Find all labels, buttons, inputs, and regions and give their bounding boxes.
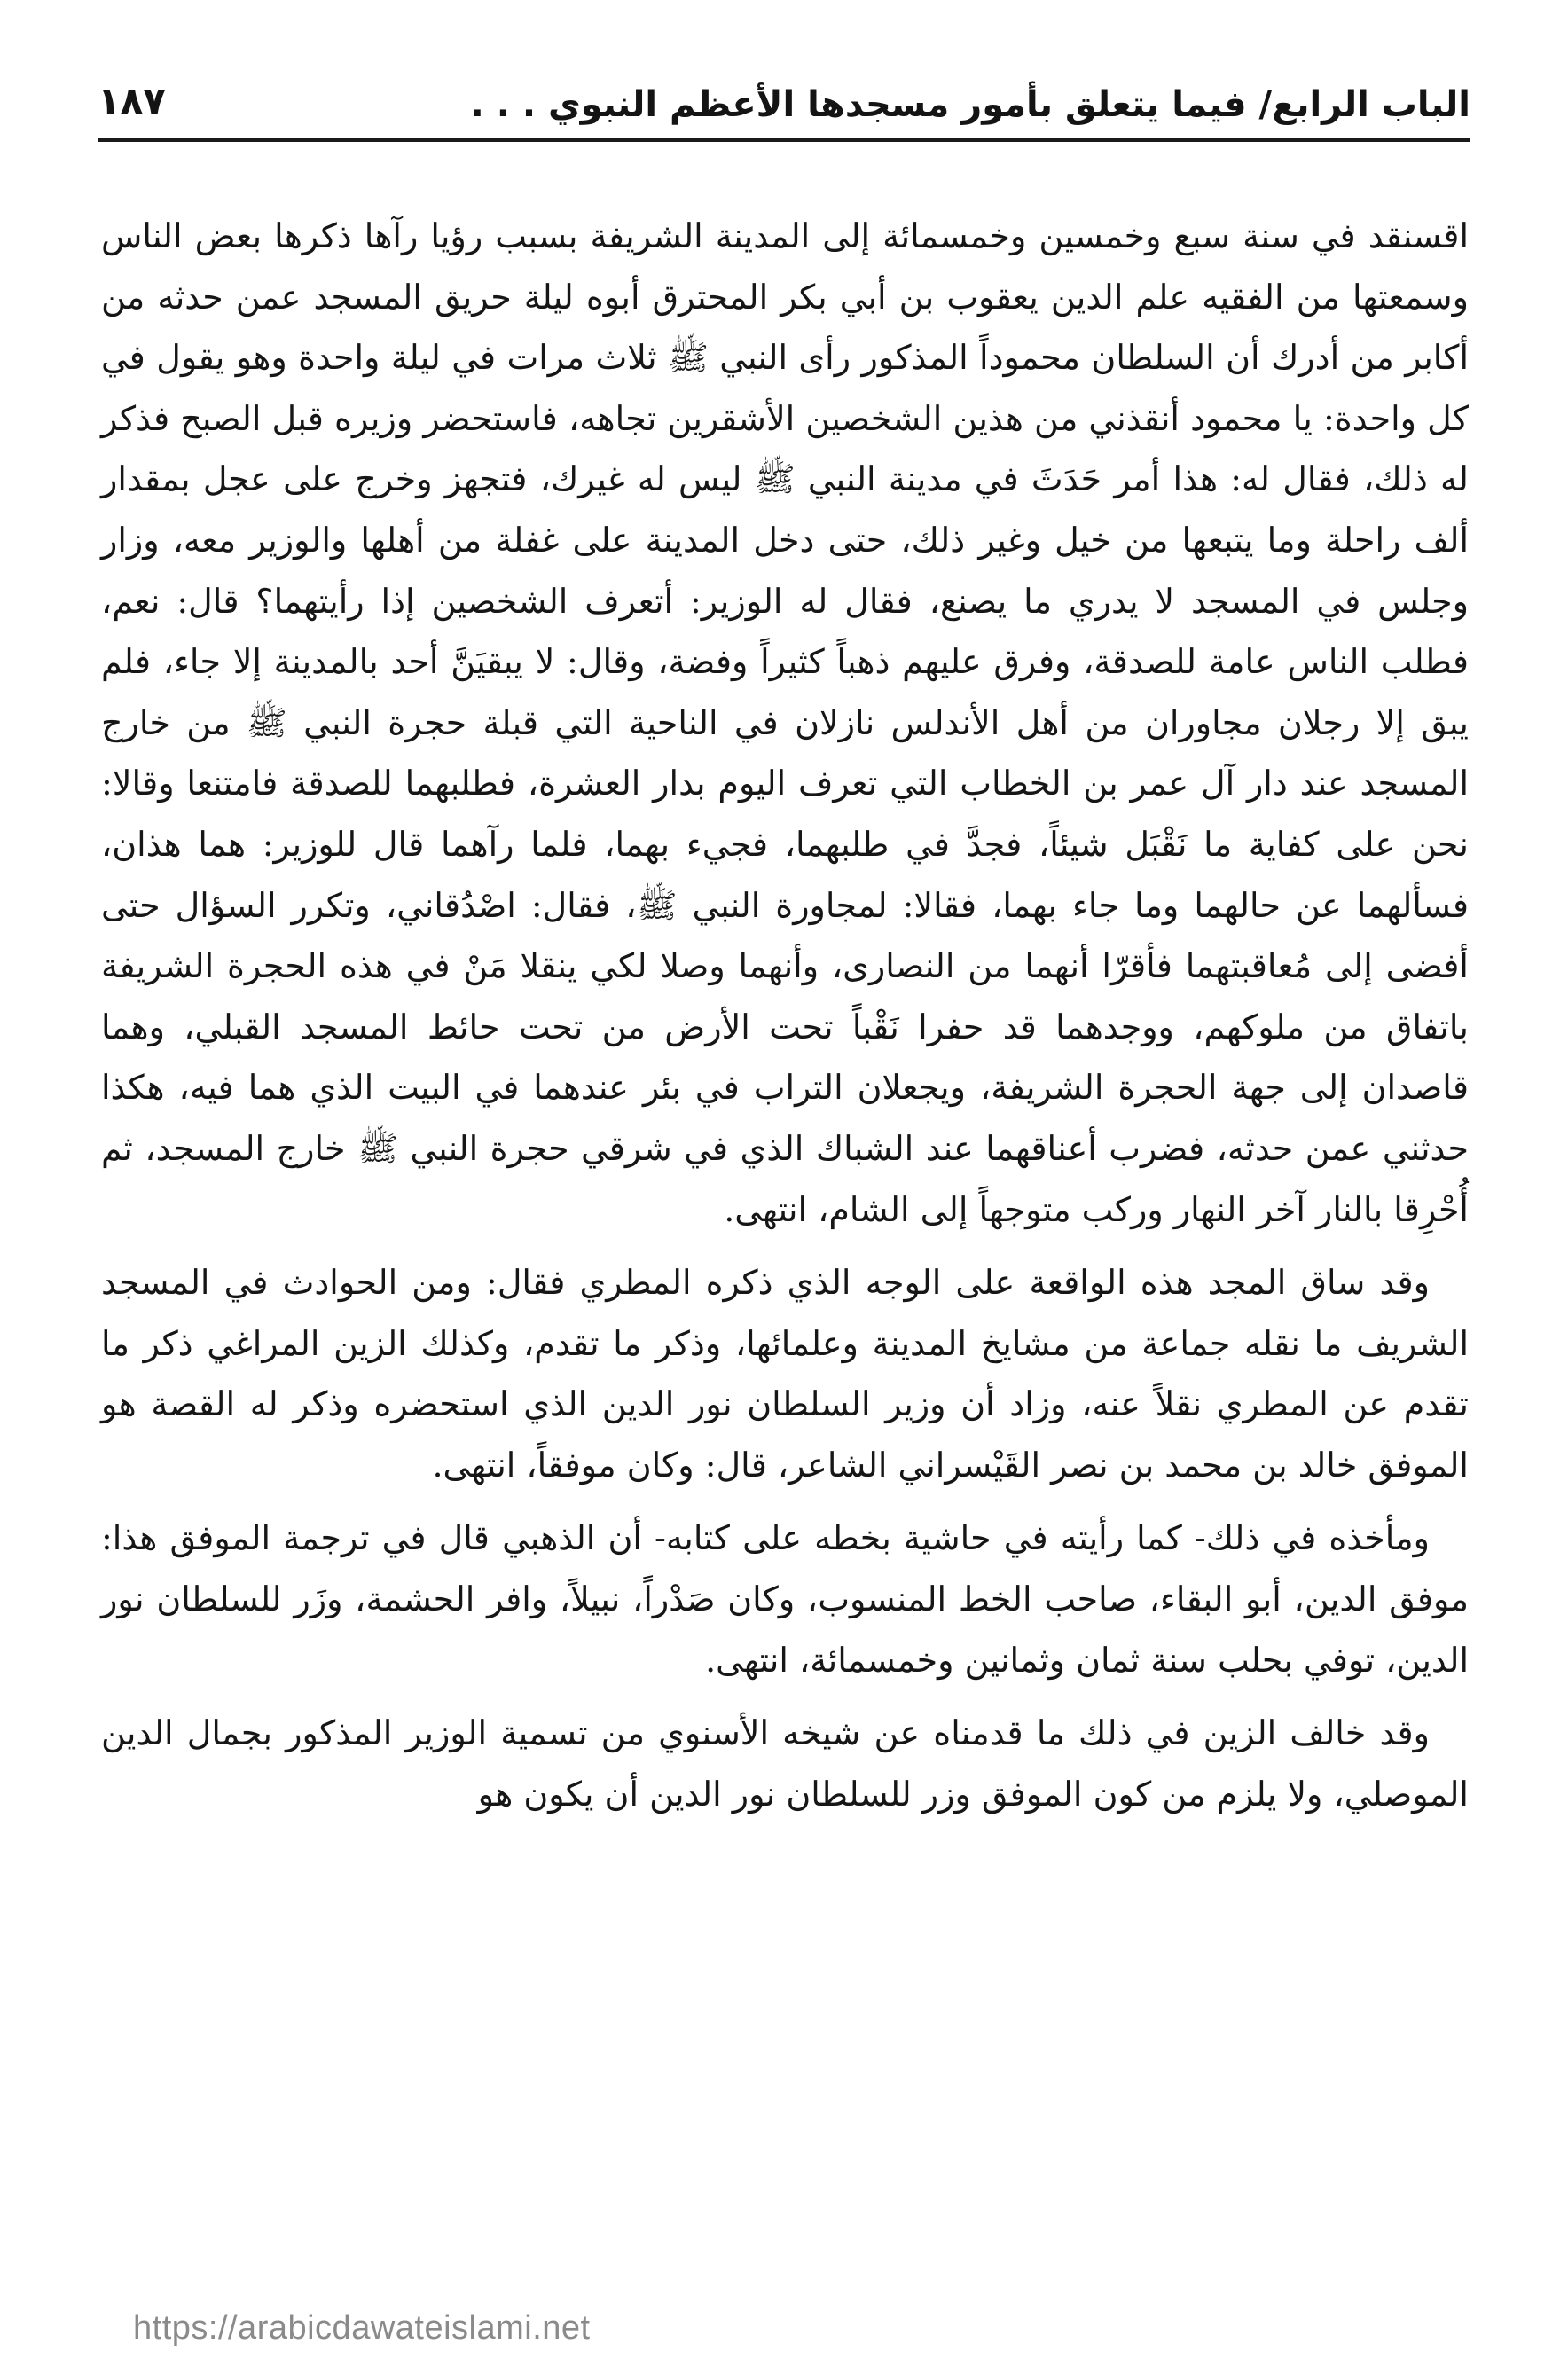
- paragraph-2: وقد ساق المجد هذه الواقعة على الوجه الذي ذكره المطري فقال: ومن الحوادث في المسجد الشريف ما نقله جماعة من مشايخ المدينة وعلمائها، وذكر ما تقدم، وكذلك الزين المراغي ذكر ما تقدم عن المطري نقلاً عنه، وزاد أن وزير السلطان نور الدين الذي استحضره وذكر له القصة هو الموفق خالد بن محمد بن نصر القَيْسراني الشاعر، قال: وكان موفقاً، انتهى.: [101, 1263, 1469, 1485]
- header-rule: [98, 138, 1470, 142]
- page-number: ١٨٧: [98, 79, 166, 122]
- paragraph-3: ومأخذه في ذلك- كما رأيته في حاشية بخطه على كتابه- أن الذهبي قال في ترجمة الموفق هذا: موفق الدين، أبو البقاء، صاحب الخط المنسوب، وكان صَدْراً، نبيلاً، وافر الحشمة، وزَر للسلطان نور الدين، توفي بحلب سنة ثمان وثمانين وخمسمائة، انتهى.: [101, 1518, 1469, 1680]
- paragraph-1: اقسنقد في سنة سبع وخمسين وخمسمائة إلى المدينة الشريفة بسبب رؤيا رآها ذكرها بعض الناس وسمعتها من الفقيه علم الدين يعقوب بن أبي بكر المحترق أبوه ليلة حريق المسجد عمن حدثه من أكابر من أدرك أن السلطان محموداً المذكور رأى النبي ﷺ ثلاث مرات في ليلة واحدة وهو يقول في كل واحدة: يا محمود أنقذني من هذين الشخصين الأشقرين تجاهه، فاستحضر وزيره قبل الصبح فذكر له ذلك، فقال له: هذا أمر حَدَثَ في مدينة النبي ﷺ ليس له غيرك، فتجهز وخرج على عجل بمقدار ألف راحلة وما يتبعها من خيل وغير ذلك، حتى دخل المدينة على غفلة من أهلها والوزير معه، وزار وجلس في المسجد لا يدري ما يصنع، فقال له الوزير: أتعرف الشخصين إذا رأيتهما؟ قال: نعم، فطلب الناس عامة للصدقة، وفرق عليهم ذهباً كثيراً وفضة، وقال: لا يبقيَنَّ أحد بالمدينة إلا جاء، فلم يبق إلا رجلان مجاوران من أهل الأندلس نازلان في الناحية التي قبلة حجرة النبي ﷺ من خارج المسجد عند دار آل عمر بن الخطاب التي تعرف اليوم بدار العشرة، فطلبهما للصدقة فامتنعا وقالا: نحن على كفاية ما نَقْبَل شيئاً، فجدَّ في طلبهما، فجيء بهما، فلما رآهما قال للوزير: هما هذان، فسألهما عن حالهما وما جاء بهما، فقالا: لمجاورة النبي ﷺ، فقال: اصْدُقاني، وتكرر السؤال حتى أفضى إلى مُعاقبتهما فأقرّا أنهما من النصارى، وأنهما وصلا لكي ينقلا مَنْ في هذه الحجرة الشريفة باتفاق من ملوكهم، ووجدهما قد حفرا نَقْباً تحت الأرض من تحت حائط المسجد القبلي، وهما قاصدان إلى جهة الحجرة الشريفة، ويجعلان التراب في بئر عندهما في البيت الذي هما فيه، هكذا حدثني عمن حدثه، فضرب أعناقهما عند الشباك الذي في شرقي حجرة النبي ﷺ خارج المسجد، ثم أُحْرِقا بالنار آخر النهار وركب متوجهاً إلى الشام، انتهى.: [101, 216, 1470, 1229]
- paragraph-4: وقد خالف الزين في ذلك ما قدمناه عن شيخه الأسنوي من تسمية الوزير المذكور بجمال الدين الموصلي، ولا يلزم من كون الموفق وزر للسلطان نور الدين أن يكون هو: [101, 1713, 1469, 1814]
- page-header: [98, 71, 1470, 140]
- page-body: [101, 206, 1469, 1824]
- running-title: الباب الرابع/ فيما يتعلق بأمور مسجدها الأعظم النبوي . . .: [470, 84, 1470, 125]
- watermark-url: https://arabicdawateislami.net: [133, 2309, 591, 2347]
